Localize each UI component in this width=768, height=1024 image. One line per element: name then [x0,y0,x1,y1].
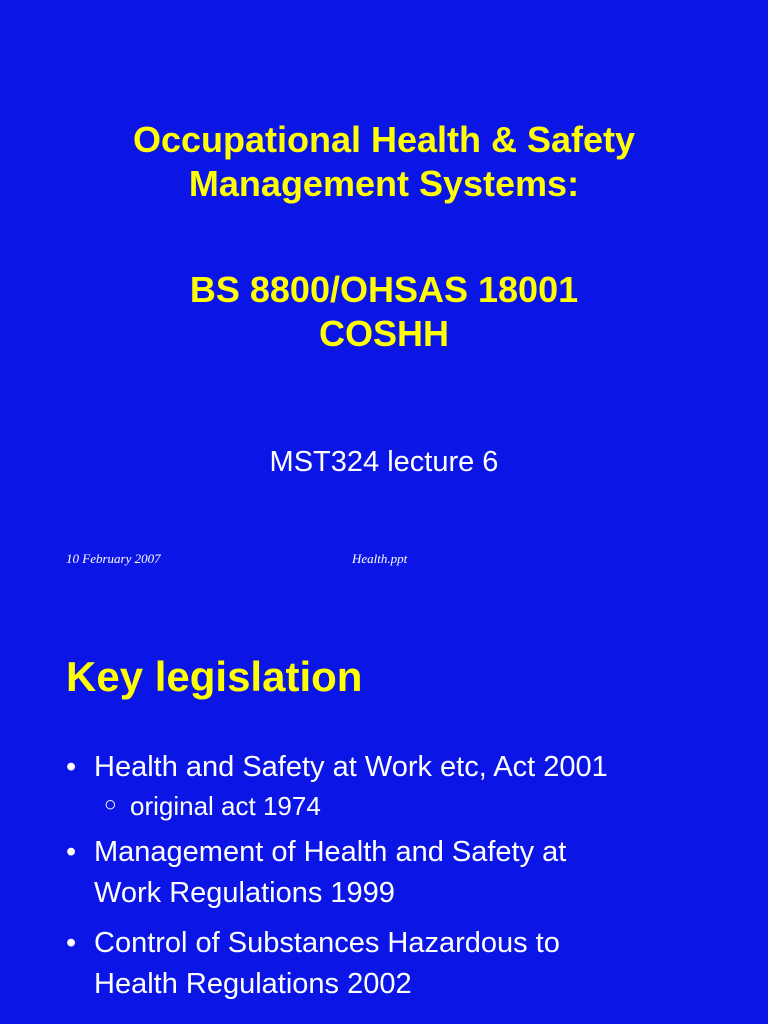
bullet-item [66,923,716,1005]
bullet-text-line: Control of Substances Hazardous to [94,927,560,959]
slide-title: Key legislation [66,653,363,700]
bullet-item [66,747,716,788]
bullet-dot-icon: • [66,751,77,783]
sub-bullet-item [66,789,716,823]
title-line: BS 8800/OHSAS 18001 [189,269,579,310]
slide-title [0,118,768,356]
bullet-dot-icon: • [66,836,77,868]
footer-date: 10 February 2007 [66,551,161,566]
sub-bullet-text: original act 1974 [130,791,321,821]
hollow-circle-icon: ○ [104,793,117,816]
bullet-text-line: Health Regulations 2002 [94,968,412,1000]
bullet-text-line: Work Regulations 1999 [94,877,395,909]
title-line: Management Systems: [188,163,580,204]
footer-filename: Health.ppt [352,551,408,566]
title-spacer [0,206,768,268]
bullet-dot-icon: • [66,927,77,959]
bullet-list [66,747,716,1005]
bullet-text-line: Management of Health and Safety at [94,836,567,868]
bullet-item [66,832,716,914]
slide-2 [0,600,768,1024]
title-line: Occupational Health & Safety [132,119,636,160]
bullet-text: Health and Safety at Work etc, Act 2001 [94,751,608,783]
slide-subtitle: MST324 lecture 6 [269,446,499,478]
title-line: COSHH [318,313,449,354]
